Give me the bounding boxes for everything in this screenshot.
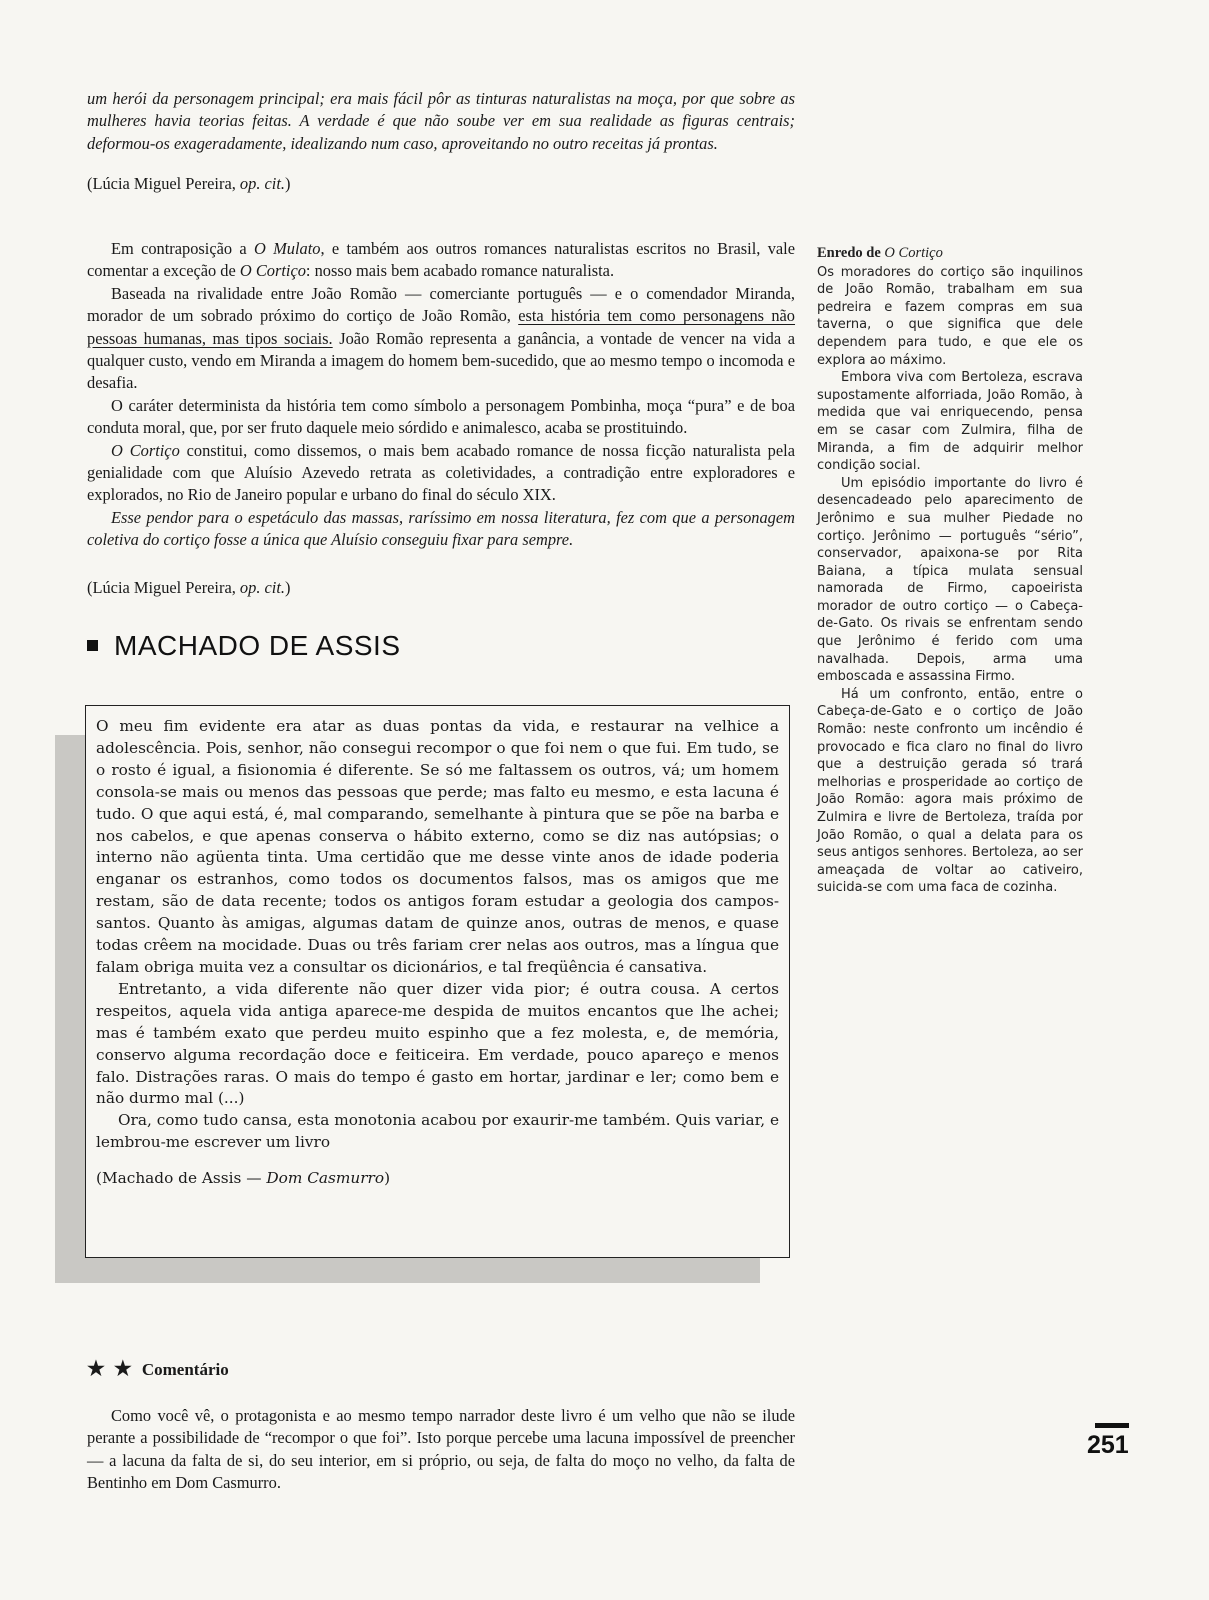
comment-title: Comentário: [141, 1360, 229, 1379]
sidebar-paragraph: Um episódio importante do livro é desencadeado pelo aparecimento de Jerônimo e sua mulher Piedade no cortiço. Jerônimo — português “sério”, conservador, apaixona-se por Rita Baiana, a típica mulata sensual namorada de Firmo, capoeirista morador de outro cortiço — o Cabeça-de-Gato. Os rivais se enfrentam sendo que Jerônimo é ferido com uma navalhada. Depois, arma uma emboscada e assassina Firmo.: [817, 475, 1083, 685]
citation-author: (Lúcia Miguel Pereira,: [87, 578, 240, 597]
work-title: O Cortiço: [239, 261, 306, 281]
sidebar-paragraph: Os moradores do cortiço são inquilinos de João Romão, trabalham em sua pedreira e fazem compras em sua taverna, o que significa que dele dependem para tudo, e que ele os explora ao máximo.: [817, 264, 1083, 368]
top-quote-text: um herói da personagem principal; era mais fácil pôr as tinturas naturalistas na moça, por que sobre as mulheres havia teorias feitas. A verdade é que não soube ver em sua realidade as figuras centrais; deformou-os exageradamente, idealizando num caso, aproveitando no outro receitas já prontas.: [87, 89, 795, 153]
sidebar-title: [817, 245, 1083, 263]
text: Em contraposição a: [111, 239, 254, 258]
work-title: O Mulato: [253, 239, 321, 258]
comment-text: Como você vê, o protagonista e ao mesmo tempo narrador deste livro é um velho que não se ilude perante a possibilidade de “recompor o que foi”. Isto porque percebe uma lacuna impossível de preencher — a lacuna da falta de si, do seu interior, em si próprio, ou seja, de falta do moço no velho, da falta de Bentinho em Dom Casmurro.: [87, 1406, 795, 1493]
quote-paragraph: Entretanto, a vida diferente não quer dizer vida pior; é outra cousa. A certos respeitos, aquela vida antiga aparece-me despida de muitos encantos que lhe achei; mas é também exato que perdeu muito espinho que a fez molesta, e, de memória, conservo alguma recordação doce e feiticeira. Em verdade, pouco apareço e menos falo. Distrações raras. O mais do tempo é gasto em hortar, jardinar e ler; como bem e não durmo mal (...): [96, 979, 779, 1108]
square-bullet-icon: [87, 640, 98, 651]
paragraph: [87, 283, 795, 395]
text: João Romão representa a ganância, a vontade de vencer na vida a qualquer custo, vendo em Miranda a imagem do homem bem-sucedido, que ao mesmo tempo o incomoda e desafia.: [87, 328, 795, 393]
work-title: O Cortiço: [111, 440, 180, 460]
comment-section: [87, 1405, 795, 1495]
citation-author: (Machado de Assis —: [96, 1169, 267, 1188]
sidebar-title-work: O Cortiço: [884, 245, 943, 261]
cortico-citation: [87, 577, 795, 599]
page-number-bar: [1095, 1423, 1129, 1428]
paragraph: Esse pendor para o espetáculo das massas, raríssimo em nossa literatura, fez com que a personagem coletiva do cortiço fosse a única que Aluísio conseguiu fixar para sempre.: [87, 507, 795, 550]
citation-work: Dom Casmurro: [266, 1169, 385, 1188]
citation-work: op. cit.: [239, 174, 285, 193]
section-heading-text: MACHADO DE ASSIS: [114, 630, 401, 661]
top-quote: [87, 88, 795, 155]
quote-box: [85, 705, 790, 1258]
sidebar-title-prefix: Enredo de: [817, 245, 885, 261]
quote-citation: [96, 1168, 779, 1190]
sidebar-paragraph: Há um confronto, então, entre o Cabeça-de-Gato e o cortiço de João Romão: neste confronto um incêndio é provocado e fica claro no final do livro que a destruição gerada só trará melhorias e prosperidade ao cortiço de João Romão: agora mais próximo de Zulmira e livre de Bertoleza, traída por João Romão, o qual a delata para os seus antigos senhores. Bertoleza, ao ser ameaçada de voltar ao cativeiro, suicida-se com uma faca de cozinha.: [817, 686, 1083, 896]
section-heading: [87, 630, 795, 662]
stars-icon: ★ ★: [87, 1358, 134, 1380]
underlined-text: esta história tem como personagens não pessoas humanas, mas tipos sociais.: [87, 306, 796, 348]
citation-author: (Lúcia Miguel Pereira,: [87, 174, 240, 193]
citation-close: ): [285, 174, 291, 193]
paragraph: [87, 238, 795, 283]
citation-close: ): [384, 1169, 391, 1188]
paragraph: [87, 440, 795, 507]
comment-heading: [87, 1356, 229, 1381]
citation-close: ): [285, 578, 291, 597]
paragraph: O caráter determinista da história tem como símbolo a personagem Pombinha, moça “pura” e de boa conduta moral, que, por ser fruto daquele meio sórdido e animalesco, acaba se prostituindo.: [87, 395, 795, 438]
sidebar-paragraph: Embora viva com Bertoleza, escrava supostamente alforriada, João Romão, à medida que vai enriquecendo, pensa em se casar com Zulmira, filha de Miranda, a fim de adquirir melhor condição social.: [817, 370, 1083, 474]
text: : nosso mais bem acabado romance naturalista.: [305, 261, 615, 281]
citation-work: op. cit.: [239, 578, 285, 597]
text: constitui, como dissemos, o mais bem acabado romance de nossa ficção naturalista pela genialidade com que Aluísio Azevedo retrata as coletividades, a contradição entre exploradores e explorados, no Rio de Janeiro popular e urbano do final do século XIX.: [87, 440, 795, 505]
sidebar-plot-summary: [817, 245, 1083, 897]
text: Baseada na rivalidade entre João Romão — comerciante português — e o comendador Miranda, morador de um sobrado próximo do cortiço de João Romão,: [87, 283, 795, 326]
quote-paragraph: Ora, como tudo cansa, esta monotonia acabou por exaurir-me também. Quis variar, e lembrou-me escrever um livro: [96, 1111, 779, 1152]
quote-paragraph: O meu fim evidente era atar as duas pontas da vida, e restaurar na velhice a adolescência. Pois, senhor, não consegui recompor o que foi nem o que fui. Em tudo, se o rosto é igual, a fisionomia é diferente. Se só me faltassem os outros, vá; um homem consola-se mais ou menos das pessoas que perde; mas falto eu mesmo, e esta lacuna é tudo. O que aqui está, é, mal comparando, semelhante à pintura que se põe na barba e nos cabelos, e que apenas conserva o hábito externo, como se diz nas autópsias; o interno não agüenta tinta. Uma certidão que me desse vinte anos de idade poderia enganar os estranhos, como todos os documentos falsos, mas os amigos que me restam, são de data recente; todos os antigos foram estudar a geologia dos campos-santos. Quanto às amigas, algumas datam de quinze anos, outras de menos, e quase todas crêem na mocidade. Duas ou três fariam crer nelas aos outros, mas a língua que falam obriga muita vez a consultar os dicionários, e tal freqüência é cansativa.: [96, 717, 779, 976]
page-number: 251: [1087, 1431, 1129, 1459]
cortico-section: [87, 238, 795, 552]
text: , e também aos outros romances naturalistas escritos no Brasil, vale comentar a exceção de: [87, 239, 795, 281]
top-quote-citation: [87, 173, 795, 195]
